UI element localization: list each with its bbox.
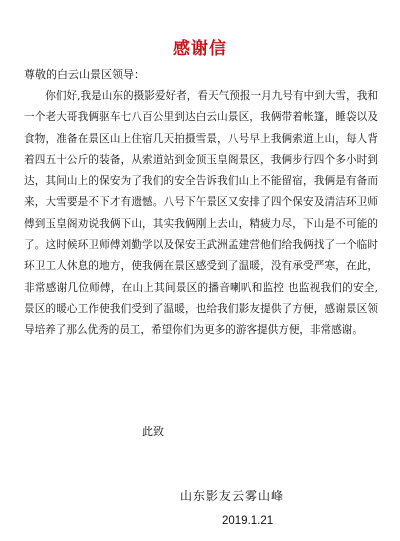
letter-date: 2019.1.21: [222, 515, 274, 527]
letter-salutation: 尊敬的白云山景区领导：: [24, 68, 145, 81]
letter-signature: 山东影友云雾山峰: [180, 489, 285, 503]
letter-body: 你们好,我是山东的摄影爱好者，看天气预报一月九号有中到大雪，我和一个老大哥我俩驱车七八百公里到达白云山景区，我俩带着帐篷，睡袋以及食物，准备在景区山上住宿几天拍摄雪景，八号早上我俩索道上山，每人背着四五十公斤的装备，从索道站到金顶玉皇阁景区，我俩步行四个多小时到达，其间山上的保安为了我们的安全告诉我们山上不能留宿，我俩是有备而来，大雪要是不下才有遗憾。八号下午景区又安排了四个保安及清洁环卫师傅到玉皇阁劝说我俩下山，其实我俩刚上去山，精疲力尽，下山是不可能的了。这时候环卫师傅刘勤学以及保安王武洲孟建营他们给我俩找了一个临时环卫工人休息的地方，使我俩在景区感受到了温暖，没有承受严寒，在此，非常感谢几位师傅，在山上其间景区的播音喇叭和监控 也监视我们的安全,景区的暖心工作使我们受到了温暖，也给我们影友提供了方便，感谢景区领导培养了那么优秀的员工，希望你们为更多的游客提供方便，非常感谢。: [24, 90, 378, 337]
letter-closing: 此致: [142, 425, 164, 438]
letter-title: 感谢信: [173, 39, 227, 59]
